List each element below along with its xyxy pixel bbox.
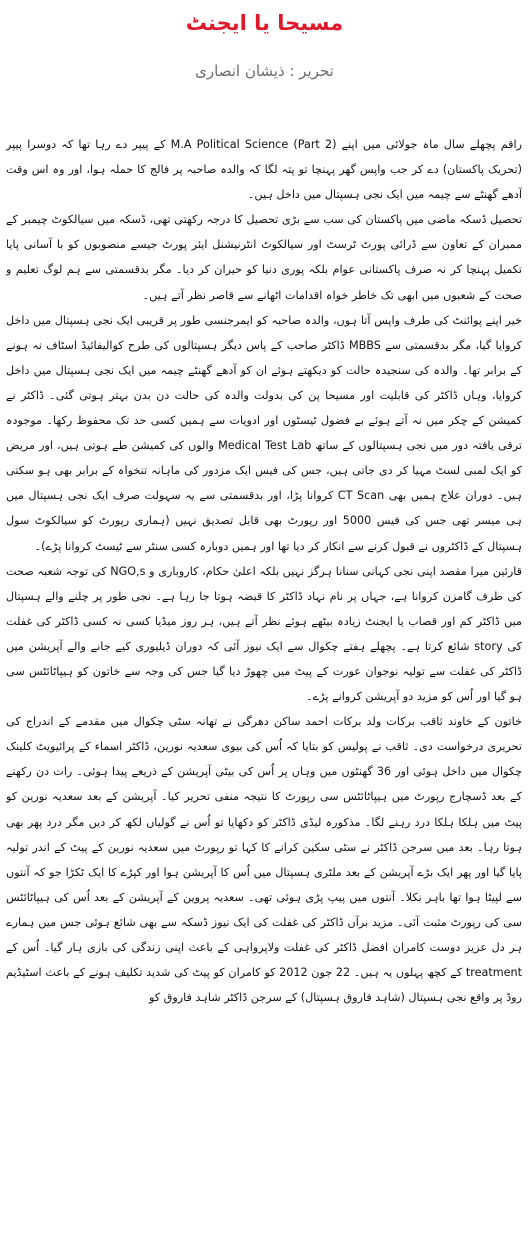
article-title: مسیحا یا ایجنٹ — [185, 11, 344, 35]
article-byline: تحریر : ذیشان انصاری — [195, 62, 334, 80]
article-paragraph-2: تحصیل ڈسکہ ماضی میں پاکستان کی سب سے بڑی تحصیل کا درجہ رکھتی تھی، ڈسکہ میں سیالکوٹ چیمبر کے ممبران کے تعاون سے ڈرائی پورٹ ٹرسٹ اور سیالکوٹ انٹرنیشنل ایئر پورٹ جیسے منصوبوں کو با آسانی پایا تکمیل پہنچا کر نہ صرف پاکستانی عوام بلکہ پوری دنیا کو حیران کر دیا۔ مگر بدقسمتی سے ہم لوگ تعلیم و صحت کے شعبوں میں ابھی تک خاطر خواہ اقدامات اٹھانے سے قاصر نظر آتے ہیں۔ — [6, 213, 522, 302]
article-paragraph-5: خاتون کے خاوند ثاقب برکات ولد برکات احمد ساکن دھرگی نے تھانہ سٹی چکوال میں مقدمے کے اندراج کی تحریری درخواست دی۔ ثاقب نے پولیس کو بتایا کہ اُس کی بیوی سعدیہ نورین، ڈاکٹر اسماء کے پرائیویٹ کلینک چکوال میں داخل ہوئی اور 36 گھنٹوں میں وہاں پر اُس کی بیٹی آپریشن کے ذریعے پیدا ہوئی۔ رات دن رکھنے کے بعد ڈسچارج رپورٹ میں ہیپاٹائٹس سی رپورٹ کا نتیجہ منفی تحریر کیا۔ آپریشن کے بعد سعدیہ نورین کو پیٹ میں ہلکا ہلکا درد رہنے لگا۔ مذکورہ لیڈی ڈاکٹر کو دکھایا تو اُس نے گولیاں لکھ کر دیں مگر درد پھر بھی ہوتا رہا۔ بعد میں سرجن ڈاکٹر نے سٹی سکین کرانے کا کہا تو رپورٹ میں سعدیہ نورین کے پیٹ کے اندر تولیہ پایا گیا اور پھر ایک بڑے آپریشن کے بعد ملٹری ہسپتال میں اُس کا آپریشن ہوا اور کپڑے کا ایک ٹکڑا جو کہ آنتوں سے لپیٹا ہوا تھا باہر نکلا۔ آنتوں میں پیپ پڑی ہوئی تھی۔ سعدیہ پروین کے آپریشن کے بعد اُس کی ہیپاٹائٹس سی کی رپورٹ مثبت آئی۔ مزید برآں ڈاکٹر کی غفلت کی ایک نیوز ڈسکہ سے بھی شائع ہوئی جس میں ہمارے ہر دل عزیز دوست کامران افضل ڈاکٹر کی غفلت ولاپرواہی کے باعث اپنی زندگی کی بازی ہار گیا۔ اُس کے treatment کے کچھ پہلوں یہ ہیں۔ 22 جون 2012 کو کامران کو پیٹ کی شدید تکلیف ہونے کے باعث اسٹیڈیم روڈ پر واقع نجی ہسپتال (شاہد فاروق ہسپتال) کے سرجن ڈاکٹر شاہد فاروق کو — [6, 715, 522, 1005]
article-paragraph-1: راقم پچھلے سال ماہ جولائی میں اپنے M.A Political Science (Part 2) کے پیپر دے رہا تھا کہ دوسرا پیپر (تحریک پاکستان) دے کر جب واپس گھر پہنچا تو پتہ لگا کہ والدہ صاحبہ پر فالج کا حملہ ہوا، اور وہ اس وقت آدھے گھنٹے سے چیمہ میں ایک نجی ہسپتال میں داخل ہیں۔ — [6, 138, 522, 202]
article-paragraph-4: قارئین میرا مقصد اپنی نجی کہانی سنانا ہرگز نہیں بلکہ اعلیٰ حکام، کاروباری و NGO,s کی توجہ شعبہ صحت کی طرف گامزن کروانا ہے، جہاں پر نام نہاد ڈاکٹر کا قبضہ ہوتا جا رہا ہے۔ نجی طور پر چلنے والے ہسپتال میں ڈاکٹر کم اور قصاب یا ایجنٹ زیادہ بیٹھے ہوئے نظر آتے ہیں، ہر روز میڈیا کسی نہ کسی ڈاکٹر کی غفلت کی story شائع کرتا ہے۔ پچھلے ہفتے چکوال سے ایک نیوز آئی کہ دوران ڈیلیوری کیے جانے والے آپریشن میں ڈاکٹر کی غفلت سے تولیہ نوجوان عورت کے پیٹ میں چھوڑ دیا گیا جس کی وجہ سے خاتون کو ہیپاٹائٹس سی ہو گیا اور اُس کو مزید دو آپریشن کروانے پڑے۔ — [6, 564, 522, 704]
article-body — [6, 132, 522, 1254]
article-paragraph-3: خیر اپنے پوائنٹ کی طرف واپس آتا ہوں، والدہ صاحبہ کو ایمرجنسی طور پر قریبی ایک نجی ہسپتال میں داخل کروایا گیا، مگر بدقسمتی سے MBBS ڈاکٹر صاحب کے پاس دیگر ہسپتالوں کی طرح کوالیفائیڈ اسٹاف نہ ہونے کے برابر تھا۔ والدہ کی سنجیدہ حالت کو دیکھتے ہوئے ان کو آدھے گھنٹے چیمہ میں ایک نجی ہسپتال میں داخل کروایا، وہاں ڈاکٹر کی قابلیت اور مسیحا پن کی بدولت والدہ کی حالت دن بدن بہتر ہوتی گئی۔ ڈاکٹر نے کمیشن کے چکر میں نہ آتے ہوئے بے فضول ٹیسٹوں اور ادویات سے ہمیں کسی حد تک محفوظ رکھا۔ موجودہ ترقی یافتہ دور میں نجی ہسپتالوں کے ساتھ Medical Test Lab والوں کی کمیشن طے ہوتی ہیں، اور مریض کو ایک لمبی لسٹ مہیا کر دی جاتی ہیں، جس کی فیس ایک مزدور کی ماہانہ تنخواہ کے برابر بھی ہو سکتی ہیں۔ دوران علاج ہمیں بھی CT Scan کروانا پڑا، اور بدقسمتی سے یہ سہولت صرف ایک نجی ہسپتال میں ہی میسر تھی جس کی فیس 5000 اور رپورٹ بھی قابل تصدیق نہیں (ہماری رپورٹ کو سیالکوٹ سول ہسپتال کے ڈاکٹروں نے قبول کرنے سے انکار کر دیا تھا اور ہمیں دوبارہ کسی سنٹر سے ٹیسٹ کروانا پڑے)۔ — [6, 313, 522, 553]
